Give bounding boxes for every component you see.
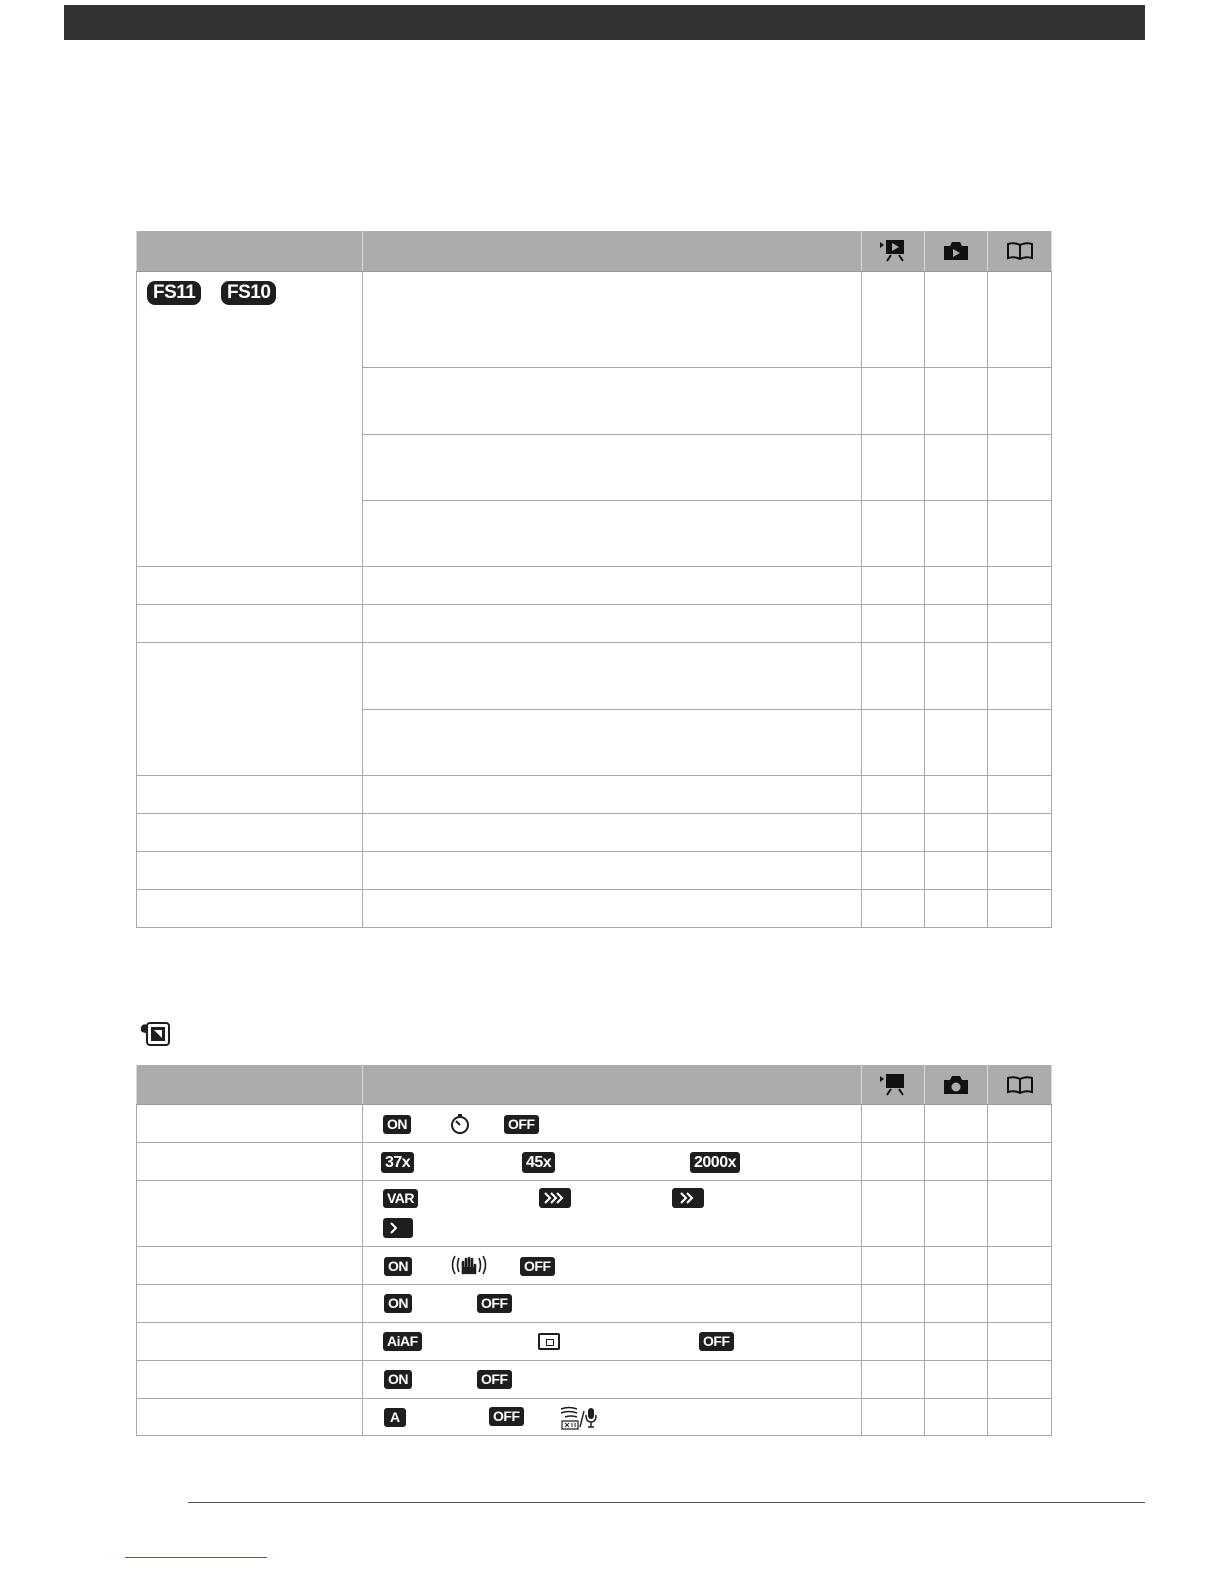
movie-cell: [862, 1399, 925, 1435]
photo-cell: [925, 1143, 988, 1180]
item-cell: [136, 852, 363, 889]
header-cell-movie-playback: [862, 231, 925, 271]
movie-cell: [862, 1323, 925, 1360]
options-cell: [363, 643, 862, 709]
options-cell: [363, 500, 862, 566]
movie-cell: [862, 643, 925, 709]
header-cell-reference: [988, 1065, 1052, 1104]
page-cell: [988, 567, 1052, 604]
page-cell: [988, 1181, 1052, 1246]
item-cell: [136, 605, 363, 642]
movie-cell: [862, 1143, 925, 1180]
option-on-badge: ON: [384, 1370, 412, 1389]
movie-cell: [862, 434, 925, 500]
page-link-underline[interactable]: [125, 1557, 267, 1558]
model-cell-continued: [136, 434, 363, 500]
zoom-37x-badge: 37x: [381, 1152, 414, 1173]
photo-cell: [925, 1361, 988, 1398]
option-off-badge: OFF: [489, 1407, 524, 1426]
page-cell: [988, 852, 1052, 889]
item-cell: [136, 814, 363, 851]
photo-cell: [925, 709, 988, 775]
page-cell: [988, 500, 1052, 566]
item-cell: [136, 1285, 363, 1322]
page-cell: [988, 1285, 1052, 1322]
item-cell: [136, 1247, 363, 1284]
item-cell: [136, 890, 363, 927]
options-cell: [363, 1247, 862, 1284]
options-cell: [363, 1323, 862, 1360]
photo-cell: [925, 1105, 988, 1142]
movie-cell: [862, 1105, 925, 1142]
option-off-badge: OFF: [520, 1257, 555, 1276]
photo-cell: [925, 1285, 988, 1322]
photo-cell: [925, 434, 988, 500]
movie-cell: [862, 1247, 925, 1284]
table-row: [136, 567, 1052, 605]
model-cell-continued: [136, 500, 363, 566]
table-row: [136, 272, 1052, 367]
page-cell: [988, 1323, 1052, 1360]
page-cell: [988, 272, 1052, 367]
table-row: [136, 852, 1052, 890]
option-on-badge: ON: [384, 1294, 412, 1313]
item-cell-continued: [136, 709, 363, 775]
book-reference-icon: [1006, 241, 1034, 261]
photo-cell: [925, 776, 988, 813]
camera-icon: [941, 1074, 971, 1096]
options-cell: [363, 434, 862, 500]
header-cell-movie-record: [862, 1065, 925, 1104]
option-off-badge: OFF: [477, 1294, 512, 1313]
zoom-2000x-badge: 2000x: [690, 1152, 740, 1173]
page-cell: [988, 1247, 1052, 1284]
options-cell: [363, 272, 862, 367]
header-cell-reference: [988, 231, 1052, 271]
table-row: [136, 1143, 1052, 1181]
image-stabilizer-icon: [449, 1253, 489, 1277]
movie-record-icon: [878, 1073, 908, 1097]
option-on-badge: ON: [383, 1115, 411, 1134]
table-row: [136, 1285, 1052, 1323]
options-cell: [363, 1105, 862, 1142]
photo-playback-icon: [941, 240, 971, 262]
options-cell: [363, 1143, 862, 1180]
movie-cell: [862, 814, 925, 851]
self-timer-icon: [449, 1113, 471, 1135]
photo-cell: [925, 1247, 988, 1284]
options-cell: [363, 1285, 862, 1322]
option-off-badge: OFF: [699, 1332, 734, 1351]
table-row: [136, 500, 1052, 567]
movie-cell: [862, 567, 925, 604]
movie-cell: [862, 1181, 925, 1246]
item-cell: [136, 1143, 363, 1180]
model-badge-fs11: FS11: [147, 281, 201, 305]
item-cell: [136, 1361, 363, 1398]
photo-cell: [925, 1181, 988, 1246]
table-row: [136, 1105, 1052, 1143]
movie-cell: [862, 367, 925, 434]
options-cell: [363, 1399, 862, 1435]
center-point-af-icon: [538, 1333, 560, 1350]
movie-cell: [862, 709, 925, 775]
page-cell: [988, 367, 1052, 434]
page-cell: [988, 814, 1052, 851]
header-cell-item: [136, 231, 363, 271]
page-cell: [988, 434, 1052, 500]
movie-playback-icon: [878, 239, 908, 263]
page-cell: [988, 776, 1052, 813]
item-cell: [136, 643, 363, 709]
item-cell: [136, 1181, 363, 1246]
header-cell-options: [363, 1065, 862, 1104]
table-row: [136, 1247, 1052, 1285]
page-cell: [988, 1105, 1052, 1142]
options-cell: [363, 852, 862, 889]
footer-rule: [188, 1502, 1145, 1503]
photo-cell: [925, 852, 988, 889]
movie-cell: [862, 1285, 925, 1322]
movie-cell: [862, 852, 925, 889]
zoom-speed-normal-icon: [672, 1188, 704, 1208]
table-row: [136, 709, 1052, 776]
movie-cell: [862, 272, 925, 367]
item-cell: [136, 1323, 363, 1360]
movie-cell: [862, 500, 925, 566]
photo-cell: [925, 367, 988, 434]
options-cell: [363, 605, 862, 642]
options-cell: [363, 367, 862, 434]
page-cell: [988, 1143, 1052, 1180]
page-cell: [988, 709, 1052, 775]
page-cell: [988, 605, 1052, 642]
page-cell: [988, 1361, 1052, 1398]
top-title-bar: [64, 5, 1145, 40]
page-cell: [988, 890, 1052, 927]
photo-cell: [925, 814, 988, 851]
table-header-row: [136, 231, 1052, 272]
option-on-badge: ON: [384, 1257, 412, 1276]
photo-cell: [925, 1399, 988, 1435]
zoom-45x-badge: 45x: [522, 1152, 555, 1173]
movie-cell: [862, 605, 925, 642]
header-cell-photo-record: [925, 1065, 988, 1104]
table-header-row: [136, 1065, 1052, 1105]
table-row: [136, 643, 1052, 709]
item-cell: [136, 567, 363, 604]
header-cell-options: [363, 231, 862, 271]
table-row: [136, 814, 1052, 852]
table-row: [136, 776, 1052, 814]
movie-cell: [862, 890, 925, 927]
options-cell: [363, 1361, 862, 1398]
table-row: [136, 890, 1052, 928]
aiaf-badge: AiAF: [383, 1332, 422, 1351]
table-row: [136, 1361, 1052, 1399]
item-cell: [136, 1105, 363, 1142]
option-off-badge: OFF: [477, 1370, 512, 1389]
options-cell: [363, 709, 862, 775]
table-row: [136, 367, 1052, 434]
table-row: [136, 434, 1052, 500]
photo-cell: [925, 500, 988, 566]
movie-cell: [862, 776, 925, 813]
photo-cell: [925, 605, 988, 642]
options-cell: [363, 1181, 862, 1246]
options-cell: [363, 890, 862, 927]
model-badge-fs10: FS10: [221, 281, 276, 305]
zoom-speed-fast-icon: [539, 1188, 571, 1208]
table-row: [136, 1399, 1052, 1436]
photo-cell: [925, 272, 988, 367]
item-cell: [136, 1399, 363, 1435]
zoom-speed-slow-icon: [383, 1218, 413, 1238]
table-row: [136, 1323, 1052, 1361]
page-cell: [988, 1399, 1052, 1435]
item-cell: [136, 776, 363, 813]
options-cell: [363, 776, 862, 813]
auto-a-badge: A: [384, 1408, 406, 1427]
zoom-speed-var-badge: VAR: [383, 1189, 418, 1208]
photo-cell: [925, 1323, 988, 1360]
table-row: [136, 605, 1052, 643]
model-cell: [136, 272, 363, 367]
photo-cell: [925, 643, 988, 709]
option-off-badge: OFF: [504, 1115, 539, 1134]
header-cell-item: [136, 1065, 363, 1104]
header-cell-photo-playback: [925, 231, 988, 271]
movie-cell: [862, 1361, 925, 1398]
options-cell: [363, 814, 862, 851]
camera-function-menu-icon: [139, 1019, 173, 1049]
photo-cell: [925, 567, 988, 604]
photo-cell: [925, 890, 988, 927]
options-cell: [363, 567, 862, 604]
book-reference-icon: [1006, 1075, 1034, 1095]
model-cell-continued: [136, 367, 363, 434]
table-row: [136, 1181, 1052, 1247]
page-cell: [988, 643, 1052, 709]
wind-screen-off-mic-icon: [559, 1405, 601, 1431]
